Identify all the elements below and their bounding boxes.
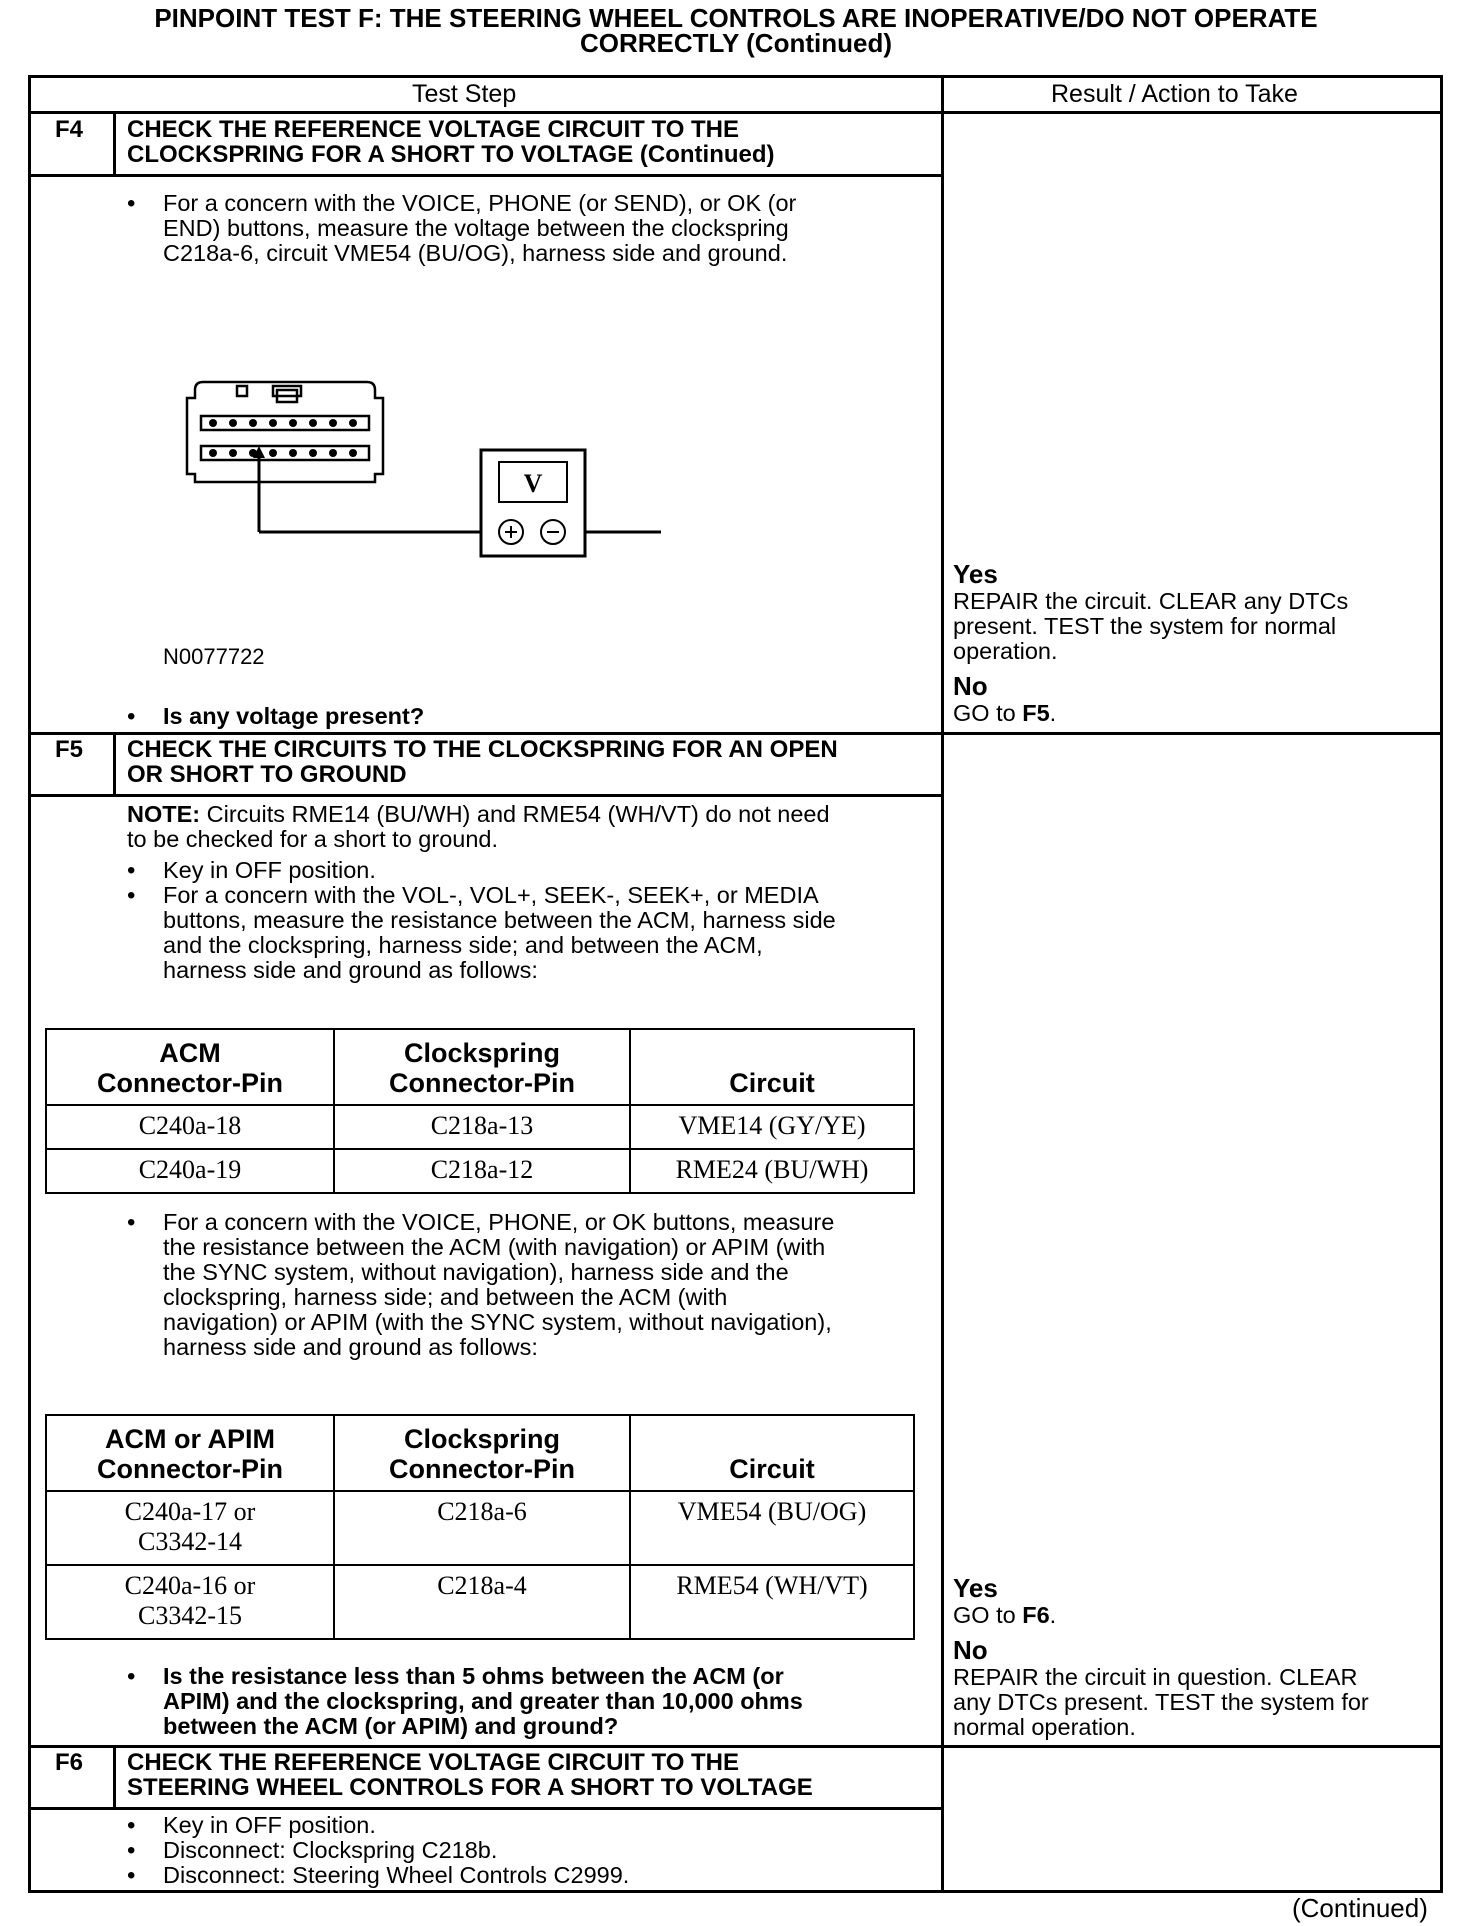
bullet: • bbox=[127, 882, 136, 909]
f5-bullet-3-line-3: the SYNC system, without navigation), harness side and the bbox=[163, 1259, 789, 1285]
f4-question: Is any voltage present? bbox=[163, 703, 425, 729]
f6-bullet-2: Disconnect: Clockspring C218b. bbox=[163, 1837, 498, 1863]
meter-label: V bbox=[523, 469, 543, 498]
bullet: • bbox=[127, 1209, 136, 1236]
f4-step-line-1: For a concern with the VOICE, PHONE (or SEND), or OK (or bbox=[163, 190, 797, 216]
f5-bullet-2-line-2: buttons, measure the resistance between the ACM, harness side bbox=[163, 907, 836, 933]
col-clockspring-connector: Clockspring Connector-Pin bbox=[334, 1029, 630, 1105]
f4-step-line-2: END) buttons, measure the voltage between the clockspring bbox=[163, 215, 789, 241]
f5-question-line-3: between the ACM (or APIM) and ground? bbox=[163, 1713, 619, 1739]
title-line-2: CORRECTLY (Continued) bbox=[580, 28, 892, 58]
step-id-divider-f5 bbox=[113, 733, 116, 795]
f5-yes-action: GO to F6. bbox=[953, 1602, 1057, 1628]
f5-title-line-2: OR SHORT TO GROUND bbox=[127, 761, 407, 788]
table-cell: C240a-17 or C3342-14 bbox=[46, 1491, 334, 1565]
f5-yes-label: Yes bbox=[953, 1573, 998, 1603]
bullet: • bbox=[127, 857, 136, 884]
col-acm-apim-connector: ACM or APIM Connector-Pin bbox=[46, 1415, 334, 1491]
f4-yes-line-3: operation. bbox=[953, 638, 1058, 664]
f6-title-line-1: CHECK THE REFERENCE VOLTAGE CIRCUIT TO THE bbox=[127, 1749, 740, 1776]
step-id-f5: F5 bbox=[55, 736, 84, 763]
step-id-f4: F4 bbox=[55, 116, 84, 143]
f4-yes-label: Yes bbox=[953, 559, 998, 589]
f5-bullet-3-line-1: For a concern with the VOICE, PHONE, or OK buttons, measure bbox=[163, 1209, 835, 1235]
f5-end-rule bbox=[31, 1745, 1440, 1748]
table-cell: C218a-12 bbox=[334, 1149, 630, 1193]
f5-title-line-1: CHECK THE CIRCUITS TO THE CLOCKSPRING FOR AN OPEN bbox=[127, 736, 838, 763]
step-id-divider-f6 bbox=[113, 1746, 116, 1808]
column-divider bbox=[941, 78, 944, 1890]
f5-bullet-3-line-6: harness side and ground as follows: bbox=[163, 1334, 538, 1360]
f6-title-rule bbox=[31, 1807, 942, 1810]
table-cell: C240a-18 bbox=[46, 1105, 334, 1149]
col-circuit: Circuit bbox=[630, 1415, 914, 1491]
f4-yes-line-1: REPAIR the circuit. CLEAR any DTCs bbox=[953, 588, 1349, 614]
goto-f6-link[interactable]: F6 bbox=[1022, 1602, 1050, 1628]
table-cell: VME54 (BU/OG) bbox=[630, 1491, 914, 1565]
f5-no-label: No bbox=[953, 1635, 988, 1665]
table-cell: VME14 (GY/YE) bbox=[630, 1105, 914, 1149]
f5-bullet-3-line-5: navigation) or APIM (with the SYNC system, without navigation), bbox=[163, 1309, 832, 1335]
table-cell: C240a-16 or C3342-15 bbox=[46, 1565, 334, 1639]
voltmeter-connector-diagram bbox=[181, 378, 661, 678]
f4-title-line-1: CHECK THE REFERENCE VOLTAGE CIRCUIT TO THE bbox=[127, 116, 740, 143]
goto-f5-link[interactable]: F5 bbox=[1022, 700, 1050, 726]
table-cell: C218a-6 bbox=[334, 1491, 630, 1565]
bullet: • bbox=[127, 1837, 136, 1864]
f5-bullet-1: Key in OFF position. bbox=[163, 857, 376, 883]
f4-title-rule bbox=[31, 174, 942, 177]
f5-bullet-3-line-4: clockspring, harness side; and between the ACM (with bbox=[163, 1284, 728, 1310]
f5-no-line-3: normal operation. bbox=[953, 1714, 1136, 1740]
f5-bullet-2-line-3: and the clockspring, harness side; and between the ACM, bbox=[163, 932, 763, 958]
table-row bbox=[46, 1149, 914, 1193]
f5-question-line-2: APIM) and the clockspring, and greater than 10,000 ohms bbox=[163, 1688, 803, 1714]
header-result: Result / Action to Take bbox=[1051, 80, 1298, 108]
title-line-1: PINPOINT TEST F: THE STEERING WHEEL CONTROLS ARE INOPERATIVE/DO NOT OPERATE bbox=[154, 3, 1318, 33]
f4-end-rule bbox=[31, 732, 1440, 735]
f5-bullet-3-line-2: the resistance between the ACM (with navigation) or APIM (with bbox=[163, 1234, 826, 1260]
bullet: • bbox=[127, 190, 136, 217]
f5-note-line-1: NOTE: Circuits RME14 (BU/WH) and RME54 (WH/VT) do not need bbox=[127, 801, 830, 827]
table-row bbox=[46, 1105, 914, 1149]
acm-apim-clockspring-table bbox=[45, 1414, 915, 1640]
f4-no-action: GO to F5. bbox=[953, 700, 1057, 726]
f5-note-line-2: to be checked for a short to ground. bbox=[127, 826, 499, 852]
header-rule bbox=[31, 111, 1440, 114]
table-row bbox=[46, 1491, 914, 1565]
continued-label: (Continued) bbox=[1292, 1893, 1428, 1923]
f5-question-line-1: Is the resistance less than 5 ohms between the ACM (or bbox=[163, 1663, 784, 1689]
col-circuit: Circuit bbox=[630, 1029, 914, 1105]
figure-id: N0077722 bbox=[163, 644, 265, 669]
f4-no-label: No bbox=[953, 671, 988, 701]
f5-bullet-2-line-1: For a concern with the VOL-, VOL+, SEEK-, SEEK+, or MEDIA bbox=[163, 882, 819, 908]
f4-title-line-2: CLOCKSPRING FOR A SHORT TO VOLTAGE (Continued) bbox=[127, 141, 775, 168]
table-cell: RME24 (BU/WH) bbox=[630, 1149, 914, 1193]
f5-title-rule bbox=[31, 794, 942, 797]
f5-no-line-1: REPAIR the circuit in question. CLEAR bbox=[953, 1664, 1358, 1690]
f6-bullet-3: Disconnect: Steering Wheel Controls C2999. bbox=[163, 1862, 630, 1888]
col-clockspring-connector: Clockspring Connector-Pin bbox=[334, 1415, 630, 1491]
f6-bullet-1: Key in OFF position. bbox=[163, 1812, 376, 1838]
header-test-step: Test Step bbox=[412, 80, 517, 108]
bullet: • bbox=[127, 1663, 136, 1690]
step-id-f6: F6 bbox=[55, 1749, 84, 1776]
bullet: • bbox=[127, 1812, 136, 1839]
bullet: • bbox=[127, 703, 136, 730]
bullet: • bbox=[127, 1862, 136, 1889]
step-id-divider-f4 bbox=[113, 113, 116, 175]
acm-clockspring-table bbox=[45, 1028, 915, 1194]
table-cell: C218a-4 bbox=[334, 1565, 630, 1639]
table-cell: C240a-19 bbox=[46, 1149, 334, 1193]
page-title bbox=[0, 3, 1472, 58]
table-cell: RME54 (WH/VT) bbox=[630, 1565, 914, 1639]
col-acm-connector: ACM Connector-Pin bbox=[46, 1029, 334, 1105]
f4-yes-line-2: present. TEST the system for normal bbox=[953, 613, 1337, 639]
f6-title-line-2: STEERING WHEEL CONTROLS FOR A SHORT TO VOLTAGE bbox=[127, 1774, 813, 1801]
f4-step-line-3: C218a-6, circuit VME54 (BU/OG), harness side and ground. bbox=[163, 240, 788, 266]
f5-bullet-2-line-4: harness side and ground as follows: bbox=[163, 957, 538, 983]
table-cell: C218a-13 bbox=[334, 1105, 630, 1149]
f5-no-line-2: any DTCs present. TEST the system for bbox=[953, 1689, 1369, 1715]
table-row bbox=[46, 1565, 914, 1639]
pinpoint-test-table bbox=[28, 75, 1443, 1893]
